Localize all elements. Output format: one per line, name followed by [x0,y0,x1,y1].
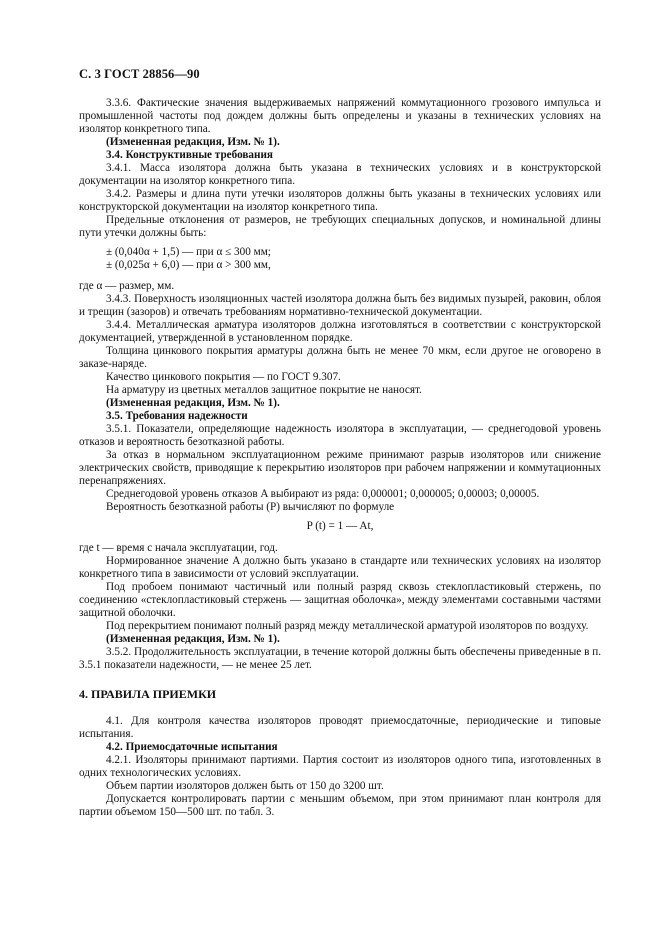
paragraph-failure-definition: За отказ в нормальном эксплуатационном режиме принимают разрыв изоляторов или снижение электрических свойств, приводящие к перекрытию изоляторов при рабочем напряжении и коммутационных перенапряжениях. [79,449,601,488]
paragraph-smaller-batches: Допускается контролировать партии с меньшим объемом, при этом принимают план контроля для партии объемом 150—500 шт. по табл. 3. [79,793,601,819]
paragraph-nonferrous: На арматуру из цветных металлов защитное покрытие не наносят. [106,383,422,396]
where-t: где t — время с начала эксплуатации, год. [79,541,278,554]
paragraph-breakdown: Под пробоем понимают частичный или полный разряд сквозь стеклопластиковый стержень, по соединению «стеклопластиковый стержень — защитная оболочка», между элементами составными частями защитной оболочки. [79,580,601,619]
section-heading-3-5: 3.5. Требования надежности [106,410,248,423]
paragraph-zinc-thickness: Толщина цинкового покрытия арматуры должна быть не менее 70 мкм, если другое не оговорено в заказе-наряде. [79,344,601,370]
paragraph-4-1: 4.1. Для контроля качества изоляторов проводят приемосдаточные, периодические и типовые испытания. [79,715,601,741]
paragraph-4-2-1: 4.2.1. Изоляторы принимают партиями. Партия состоит из изоляторов одного типа, изготовленных в одних технологических условиях. [79,754,601,780]
formula-line-1: ± (0,040α + 1,5) — при α ≤ 300 мм; [106,245,271,258]
paragraph-3-4-2-deviations: Предельные отклонения от размеров, не требующих специальных допусков, и номинальной длины пути утечки должны быть: [79,214,601,240]
paragraph-3-4-1: 3.4.1. Масса изолятора должна быть указана в технических условиях и в конструкторской документации на изолятор конкретного типа. [79,162,601,188]
paragraph-3-4-3: 3.4.3. Поверхность изоляционных частей изолятора должна быть без видимых пузырей, раковин, облоя и трещин (зазоров) и отвечать требованиям нормативно-технической документации. [79,292,601,318]
paragraph-3-3-6: 3.3.6. Фактические значения выдерживаемых напряжений коммутационного грозового импульса и промышленной частоты под дождем должны быть определены и указаны в технических условиях на изолятор конкретного типа. [79,97,601,136]
document-body [79,97,601,819]
page-header: С. 3 ГОСТ 28856—90 [79,67,200,81]
paragraph-flashover: Под перекрытием понимают полный разряд между металлической арматурой изоляторов по воздуху. [106,619,589,632]
section-heading-3-4: 3.4. Конструктивные требования [106,149,273,162]
where-alpha: где α — размер, мм. [79,279,175,292]
revision-note: (Измененная редакция, Изм. № 1). [106,397,280,410]
paragraph-probability: Вероятность безотказной работы (P) вычисляют по формуле [106,501,395,514]
revision-note: (Измененная редакция, Изм. № 1). [106,632,280,645]
paragraph-batch-size: Объем партии изоляторов должен быть от 150 до 3200 шт. [106,780,384,793]
revision-note: (Измененная редакция, Изм. № 1). [106,136,280,149]
formula-line-2: ± (0,025α + 6,0) — при α > 300 мм, [106,258,271,271]
paragraph-3-5-2: 3.5.2. Продолжительность эксплуатации, в течение которой должны быть обеспечены приведенные в п. 3.5.1 показатели надежности, — не менее 25 лет. [79,645,601,671]
reliability-formula: P (t) = 1 — At, [306,520,374,533]
section-title-4: 4. ПРАВИЛА ПРИЕМКИ [79,686,217,701]
paragraph-3-4-4: 3.4.4. Металлическая арматура изоляторов должна изготовляться в соответствии с конструкторской документацией, утвержденной в установленном порядке. [79,318,601,344]
paragraph-zinc-quality: Качество цинкового покрытия — по ГОСТ 9.307. [106,370,341,383]
paragraph-3-4-2: 3.4.2. Размеры и длина пути утечки изоляторов должны быть указаны в технических условиях или конструкторской документации на изолятор конкретного типа. [79,188,601,214]
paragraph-3-5-1: 3.5.1. Показатели, определяющие надежность изолятора в эксплуатации, — среднегодовой уровень отказов и вероятность безотказной работы. [79,423,601,449]
section-heading-4-2: 4.2. Приемосдаточные испытания [106,741,278,754]
paragraph-normalized-a: Нормированное значение A должно быть указано в стандарте или технических условиях на изолятор конкретного типа в зависимости от условий эксплуатации. [79,554,601,580]
paragraph-failure-rate: Среднегодовой уровень отказов A выбирают из ряда: 0,000001; 0,000005; 0,00003; 0,00005. [106,488,540,501]
